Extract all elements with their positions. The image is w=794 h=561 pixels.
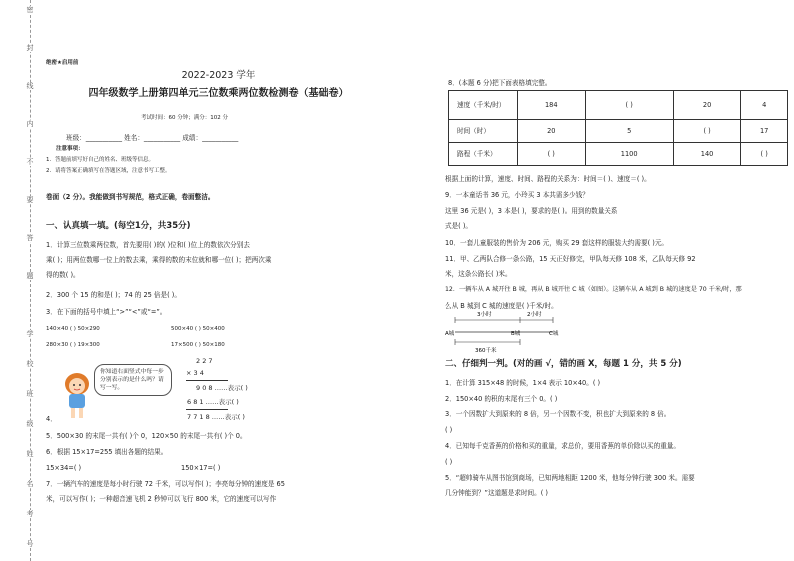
- table-cell: 1100: [585, 143, 673, 166]
- binding-mark: 校: [26, 360, 34, 368]
- vertical-line-2: × 3 4: [186, 369, 204, 377]
- table-cell: ( ): [741, 143, 788, 166]
- vertical-rule-1: [186, 380, 228, 381]
- judge-q3: 3．一个因数扩大到原来的 8 倍，另一个因数不变，积也扩大到原来的 8 倍。: [445, 410, 671, 418]
- q1-line3: 得的数( )。: [46, 271, 80, 279]
- q9-line2: 这里 36 元是( )，3 本是( )，要求的是( )。用到的数量关系: [445, 207, 618, 215]
- q6: 6．根据 15×17=255 填出各题的结果。: [46, 448, 168, 456]
- exam-info: 考试时间：60 分钟；满分：102 分: [141, 115, 228, 121]
- binding-mark: 封: [26, 44, 34, 52]
- q2: 2．300 个 15 的和是( )；74 的 25 倍是( )。: [46, 291, 181, 299]
- table-cell: 17: [741, 120, 788, 143]
- q8-title: 8．(本题 6 分)把下面表格填完整。: [448, 79, 552, 87]
- q9-line1: 9．一本童话书 36 元，小玲买 3 本共需多少钱？: [445, 191, 589, 199]
- table-cell: 140: [673, 143, 741, 166]
- header-speed: 速度（千米/时）: [449, 91, 518, 120]
- notes-title: 注意事项：: [56, 146, 84, 152]
- school-year: 2022-2023 学年: [181, 70, 256, 81]
- binding-mark: 密: [26, 6, 34, 14]
- binding-mark: 号: [26, 540, 34, 548]
- judge-q4: 4．已知每千克香蕉的价格和买的重量，求总价，要用香蕉的单价除以买的重量。: [445, 442, 680, 450]
- q3: 3．在下面的括号中填上“>”“<”或“=”。: [46, 308, 167, 316]
- section2-title: 二、仔细判一判。(对的画 √，错的画 X，每题 1 分，共 5 分): [445, 359, 682, 369]
- label-a: A城: [445, 331, 455, 337]
- q10: 10．一套儿童服装的售价为 206 元，购买 29 套这样的服装大约需要( )元。: [445, 239, 669, 247]
- section1-title: 一、认真填一填。(每空1分，共35分): [46, 221, 191, 231]
- q7-line2: 米，可以写作( )；一种超音速飞机 2 秒钟可以飞行 800 米，它的速度可以写作: [46, 495, 277, 503]
- q12-line1: 12．一辆车从 A 城开往 B 城，再从 B 城开往 C 城（如图）。这辆车从 A 城到 B 城的速度是 70 千米/时，那: [445, 286, 742, 293]
- q7-line1: 7．一辆汽车的速度是每小时行驶 72 千米，可以写作( )；李亮每分钟的速度是 65: [46, 480, 285, 488]
- page-title: 四年级数学上册第四单元三位数乘两位数检测卷（基础卷）: [88, 88, 349, 99]
- student-fields: 班级：___________ 姓名：___________ 成绩：___________: [66, 134, 239, 142]
- vertical-line-3: 9 0 8 ……表示( ): [196, 384, 248, 392]
- cover-score: 卷面（2 分）。我能做到书写规范，格式正确，卷面整洁。: [46, 193, 215, 201]
- table-cell: 20: [673, 91, 741, 120]
- table-row: [449, 143, 788, 166]
- note-2: 2．请将答案正确填写在答题区域，注意书写工整。: [46, 168, 171, 174]
- route-diagram: [445, 310, 565, 354]
- binding-margin: [0, 0, 40, 561]
- table-row: [449, 91, 788, 120]
- q5: 5．500×30 的末尾一共有( )个 0，120×50 的末尾一共有( )个 0。: [46, 432, 247, 440]
- bottom-bracket: [455, 339, 520, 345]
- binding-mark: 名: [26, 480, 34, 488]
- q11-line1: 11．甲、乙两队合修一条公路，15 天正好修完，甲队每天修 108 米，乙队每天修 92: [445, 255, 696, 263]
- binding-mark: 不: [26, 158, 34, 166]
- judge-q1: 1．在计算 315×48 的时候，1×4 表示 10×40。( ): [445, 379, 601, 387]
- q4-label: 4．: [46, 415, 57, 423]
- note-1: 1．答题前填写好自己的姓名、班级等信息。: [46, 157, 155, 163]
- binding-mark: 学: [26, 330, 34, 338]
- binding-mark: 题: [26, 272, 34, 280]
- q6-a: 15×34=( ): [46, 464, 82, 472]
- q3-r2-a: 280×30 ( ) 19×300: [46, 342, 100, 348]
- table-row: [449, 120, 788, 143]
- binding-mark: 班: [26, 390, 34, 398]
- binding-mark: 要: [26, 196, 34, 204]
- binding-mark: 内: [26, 120, 34, 128]
- girl-illustration: [58, 370, 96, 420]
- table-cell: 184: [518, 91, 586, 120]
- label-2h: 2小时: [527, 312, 542, 318]
- binding-mark: 考: [26, 510, 34, 518]
- label-c: C城: [549, 331, 559, 337]
- vertical-line-1: 2 2 7: [196, 357, 213, 365]
- binding-mark: 级: [26, 420, 34, 428]
- label-360km: 360千米: [475, 348, 497, 354]
- judge-q4-answer: ( ): [445, 458, 453, 466]
- table-cell: 20: [518, 120, 586, 143]
- q9-line3: 式是( )。: [445, 222, 473, 230]
- q1-line2: 乘( )；用两位数哪一位上的数去乘，乘得的数的末位就和哪一位( )；把两次乘: [46, 256, 272, 264]
- vertical-line-5: 7 7 1 8 ……表示( ): [187, 413, 245, 421]
- label-3h: 3小时: [477, 312, 492, 318]
- table-cell: ( ): [518, 143, 586, 166]
- table-cell: ( ): [673, 120, 741, 143]
- q8-formula: 根据上面的计算，速度、时间、路程的关系为：时间＝( )、速度＝( )。: [445, 175, 651, 183]
- q12-line2: 么从 B 城到 C 城的速度是( )千米/时。: [445, 302, 558, 310]
- table-cell: ( ): [585, 91, 673, 120]
- vertical-line-4: 6 8 1 ……表示( ): [187, 398, 239, 406]
- q3-r2-b: 17×500 ( ) 50×180: [171, 342, 225, 348]
- q3-r1-b: 500×40 ( ) 50×400: [171, 326, 225, 332]
- table-cell: 5: [585, 120, 673, 143]
- judge-q3-answer: ( ): [445, 426, 453, 434]
- speed-table: [448, 90, 788, 166]
- header-distance: 路程（千米）: [449, 143, 518, 166]
- vertical-rule-2: [186, 409, 228, 410]
- label-b: B城: [511, 331, 521, 337]
- header-time: 时间（时）: [449, 120, 518, 143]
- binding-mark: 线: [26, 82, 34, 90]
- q1-line1: 1．计算三位数乘两位数，首先要用( )的( )位和( )位上的数依次分别去: [46, 241, 250, 249]
- q6-b: 150×17=( ): [181, 464, 221, 472]
- judge-q2: 2．150×40 的积的末尾有三个 0。( ): [445, 395, 558, 403]
- q11-line2: 米，这条公路长( )米。: [445, 270, 512, 278]
- table-cell: 4: [741, 91, 788, 120]
- speech-bubble: 你知道右面竖式中每一步分别表示的是什么吗？请写一写。: [94, 364, 172, 396]
- q3-r1-a: 140×40 ( ) 50×290: [46, 326, 100, 332]
- secret-label: 绝密★启用前: [46, 60, 79, 66]
- judge-q5-line1: 5．“超帅骑车从图书馆到商场，已知两地相距 1200 米，他每分钟行驶 300 米。需要: [445, 474, 695, 482]
- binding-mark: 答: [26, 234, 34, 242]
- binding-mark: 姓: [26, 450, 34, 458]
- judge-q5-line2: 几分钟能到？”这道题是求时间。( ): [445, 489, 548, 497]
